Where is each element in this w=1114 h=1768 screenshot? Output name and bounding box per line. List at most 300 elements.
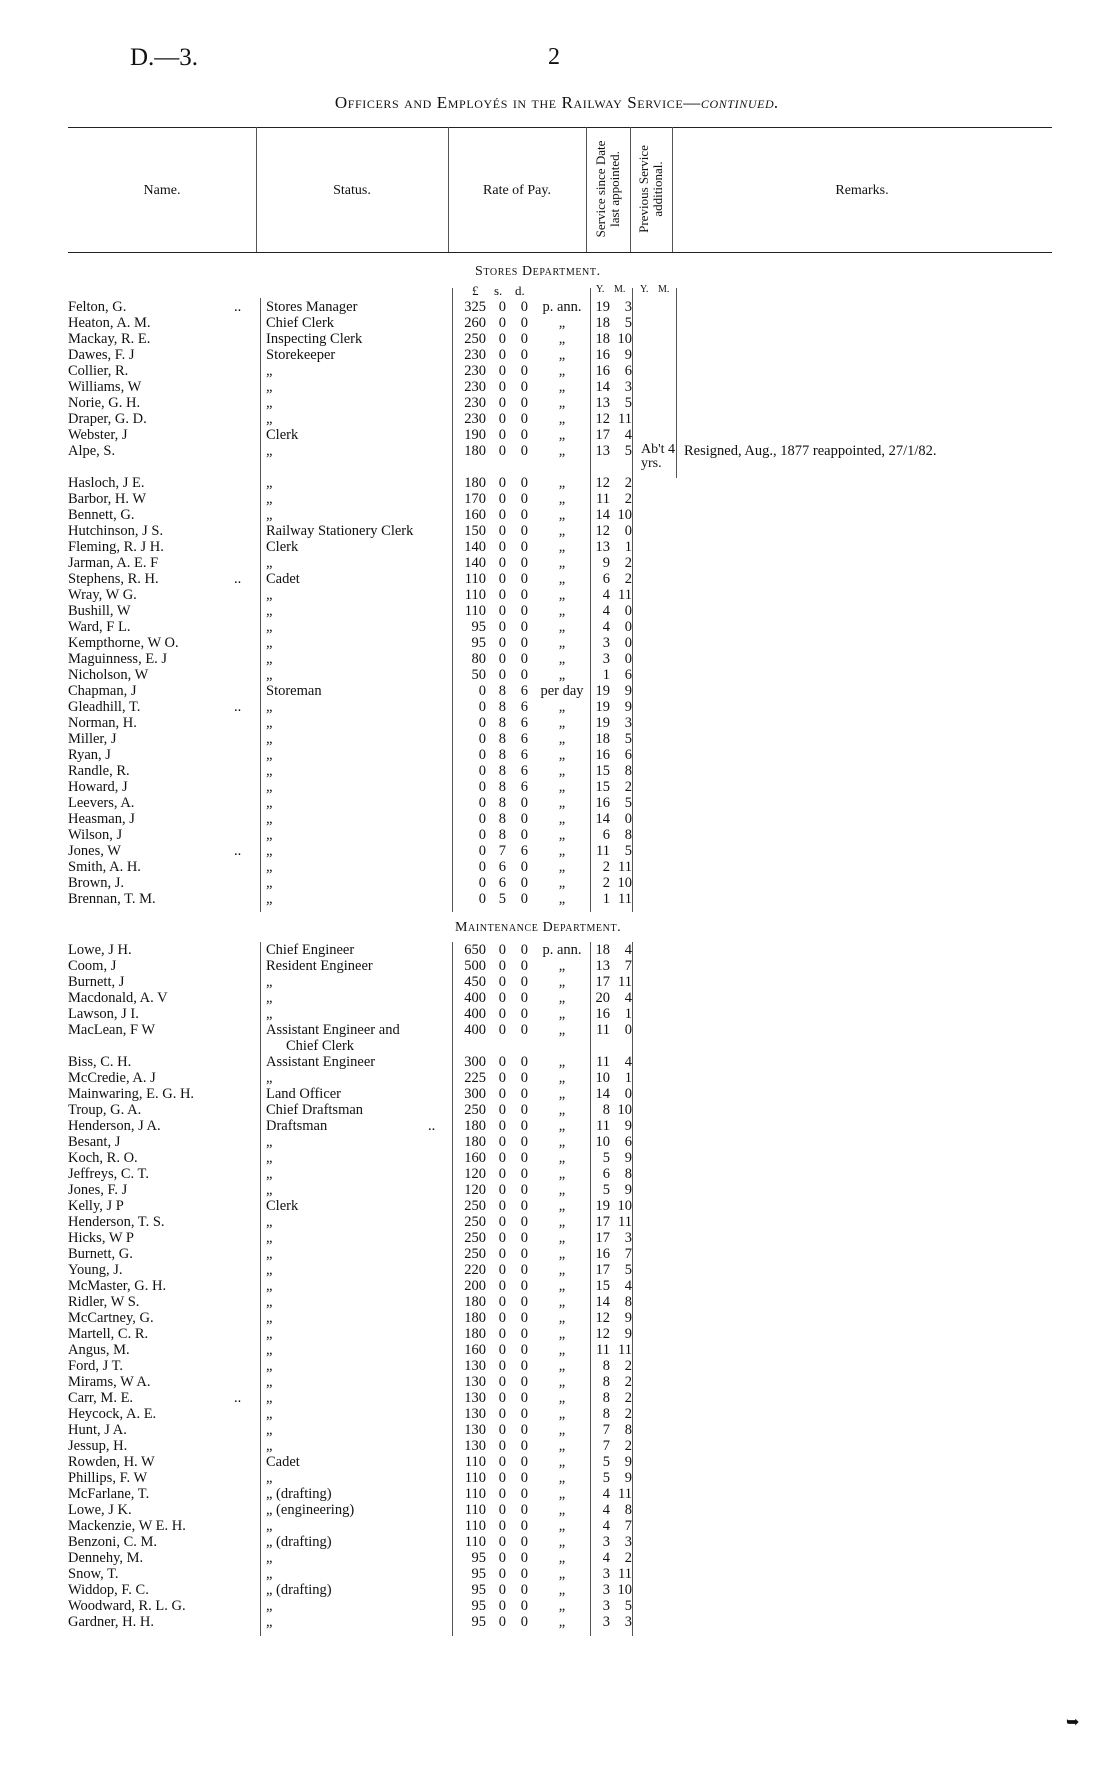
employee-name: Mirams, W A. <box>68 1374 151 1390</box>
employee-status: „ <box>266 619 273 635</box>
service-years: 11 <box>596 1342 610 1358</box>
pay-pence: 0 <box>520 299 528 315</box>
service-months: 1 <box>624 1070 632 1086</box>
pay-period: „ <box>558 347 566 363</box>
pay-pence: 0 <box>520 635 528 651</box>
service-years: 17 <box>595 1214 610 1230</box>
employee-name: Jessup, H. <box>68 1438 128 1454</box>
pay-shillings: 0 <box>498 315 506 331</box>
pay-pence: 0 <box>520 315 528 331</box>
employee-name: Benzoni, C. M. <box>68 1534 158 1550</box>
service-years: 1 <box>602 667 610 683</box>
pay-pounds: 300 <box>464 1054 486 1070</box>
employee-name: Lowe, J K. <box>68 1502 132 1518</box>
pay-pounds: 450 <box>464 974 486 990</box>
pay-pence: 0 <box>520 1486 528 1502</box>
pay-shillings: 0 <box>498 1390 506 1406</box>
employee-name: Rowden, H. W <box>68 1454 155 1470</box>
column-header-previous: Previous Service additional. <box>636 145 665 233</box>
employee-name: Henderson, J A. <box>68 1118 161 1134</box>
table-row <box>0 1470 1114 1486</box>
column-header-remarks: Remarks. <box>835 183 889 198</box>
employee-name: Snow, T. <box>68 1566 119 1582</box>
column-header-service: Service since Date last appointed. <box>593 140 622 238</box>
pay-period: „ <box>558 1614 566 1630</box>
pay-shillings: 8 <box>498 763 506 779</box>
table-row <box>0 1198 1114 1214</box>
pay-period: „ <box>558 491 566 507</box>
pay-shillings: 0 <box>498 1230 506 1246</box>
pay-pence: 0 <box>520 1422 528 1438</box>
employee-status: Storekeeper <box>266 347 336 363</box>
pay-period: „ <box>558 475 566 491</box>
service-years: 6 <box>602 1166 610 1182</box>
service-years: 8 <box>602 1374 610 1390</box>
service-years: 14 <box>595 1294 610 1310</box>
pay-pounds: 0 <box>478 827 486 843</box>
pay-pounds: 400 <box>464 1022 486 1038</box>
service-months: 1 <box>624 539 632 555</box>
pay-pence: 0 <box>520 795 528 811</box>
employee-name: Young, J. <box>68 1262 123 1278</box>
service-months: 11 <box>618 411 632 427</box>
table-row <box>0 1054 1114 1070</box>
service-months: 11 <box>618 1486 632 1502</box>
service-months: 0 <box>624 811 632 827</box>
pay-period: „ <box>558 1582 566 1598</box>
table-row <box>0 974 1114 990</box>
employee-name: Lowe, J H. <box>68 942 132 958</box>
service-months: 4 <box>624 1278 632 1294</box>
employee-name: Collier, R. <box>68 363 129 379</box>
employee-status: Chief Engineer <box>266 942 355 958</box>
pay-pounds: 0 <box>478 811 486 827</box>
pay-pence: 0 <box>520 1518 528 1534</box>
pay-period: „ <box>558 1102 566 1118</box>
employee-name: Gardner, H. H. <box>68 1614 154 1630</box>
employee-status: „ <box>266 990 273 1006</box>
table-row <box>0 1406 1114 1422</box>
employee-status: „ <box>266 1406 273 1422</box>
pay-pounds: 110 <box>464 587 486 603</box>
pay-period: „ <box>558 1566 566 1582</box>
pay-period: „ <box>558 427 566 443</box>
stores-department-heading: Stores Department. <box>475 264 601 279</box>
table-row <box>0 811 1114 827</box>
service-years: 17 <box>595 427 610 443</box>
service-years: 4 <box>602 1486 610 1502</box>
pay-pounds: 50 <box>471 667 486 683</box>
pay-period: „ <box>558 507 566 523</box>
pay-pence: 0 <box>520 1166 528 1182</box>
pay-pounds: 0 <box>478 699 486 715</box>
pay-period: „ <box>558 1150 566 1166</box>
pay-shillings: 0 <box>498 1566 506 1582</box>
pay-period: per day <box>540 683 584 699</box>
service-months: 10 <box>617 1582 632 1598</box>
pay-pence: 0 <box>520 1534 528 1550</box>
employee-status: „ <box>266 587 273 603</box>
pay-pounds: 0 <box>478 715 486 731</box>
pay-period: „ <box>558 974 566 990</box>
pay-shillings: 0 <box>498 1486 506 1502</box>
pay-period: „ <box>558 1502 566 1518</box>
service-months: 9 <box>624 683 632 699</box>
employee-status: „ <box>266 443 273 459</box>
maintenance-department-heading: Maintenance Department. <box>455 920 622 935</box>
employee-status: „ <box>266 1262 273 1278</box>
service-years: 7 <box>602 1422 610 1438</box>
pay-pounds: 140 <box>464 539 486 555</box>
pay-period: „ <box>558 379 566 395</box>
service-months: 2 <box>624 1374 632 1390</box>
pay-pence: 0 <box>520 507 528 523</box>
pay-period: „ <box>558 1486 566 1502</box>
pay-shillings: 0 <box>498 1150 506 1166</box>
pay-pounds: 0 <box>478 843 486 859</box>
service-months: 6 <box>624 667 632 683</box>
pay-period: „ <box>558 539 566 555</box>
pay-pence: 0 <box>520 395 528 411</box>
employee-name: Mackenzie, W E. H. <box>68 1518 186 1534</box>
pay-shillings: 0 <box>498 1198 506 1214</box>
pay-pounds: 260 <box>464 315 486 331</box>
pay-pence: 0 <box>520 491 528 507</box>
employee-name: Jones, W <box>68 843 121 859</box>
pay-shillings: 0 <box>498 363 506 379</box>
service-months: 2 <box>624 1438 632 1454</box>
pay-period: „ <box>558 795 566 811</box>
table-row <box>0 1070 1114 1086</box>
pay-shillings: 0 <box>498 1022 506 1038</box>
pay-pounds: 130 <box>464 1406 486 1422</box>
pay-pounds: 120 <box>464 1182 486 1198</box>
service-months: 0 <box>624 651 632 667</box>
service-months: 3 <box>624 1534 632 1550</box>
table-row <box>0 1022 1114 1038</box>
employee-status: „ <box>266 1182 273 1198</box>
pay-period: „ <box>558 1422 566 1438</box>
pay-pence: 0 <box>520 523 528 539</box>
pay-period: p. ann. <box>542 942 582 958</box>
pay-pounds: 250 <box>464 1198 486 1214</box>
pay-pence: 0 <box>520 1582 528 1598</box>
pay-period: „ <box>558 1390 566 1406</box>
service-months: 8 <box>624 827 632 843</box>
service-years: 10 <box>595 1070 610 1086</box>
service-years: 13 <box>595 539 610 555</box>
employee-name: Widdop, F. C. <box>68 1582 149 1598</box>
table-row <box>0 1278 1114 1294</box>
employee-name: Biss, C. H. <box>68 1054 132 1070</box>
service-months: 9 <box>624 1470 632 1486</box>
pay-shillings: 0 <box>498 942 506 958</box>
pay-pence: 0 <box>520 347 528 363</box>
table-row <box>0 1326 1114 1342</box>
table-row <box>0 1166 1114 1182</box>
pay-pence: 0 <box>520 1262 528 1278</box>
service-years: 17 <box>595 1230 610 1246</box>
service-months: 5 <box>624 443 632 459</box>
employee-status: „ <box>266 603 273 619</box>
pay-shillings: 0 <box>498 619 506 635</box>
pay-period: „ <box>558 555 566 571</box>
table-row <box>0 1534 1114 1550</box>
pay-pence: 0 <box>520 427 528 443</box>
employee-status: „ <box>266 1214 273 1230</box>
service-years: 18 <box>595 942 610 958</box>
employee-status: „ <box>266 763 273 779</box>
employee-name: Henderson, T. S. <box>68 1214 165 1230</box>
employee-status: Inspecting Clerk <box>266 331 363 347</box>
table-row <box>0 1438 1114 1454</box>
pay-shillings: 0 <box>498 587 506 603</box>
pay-pounds: 110 <box>464 1502 486 1518</box>
employee-status: „ <box>266 667 273 683</box>
unit-months: M. <box>614 284 626 295</box>
pay-period: „ <box>558 1182 566 1198</box>
pay-shillings: 0 <box>498 539 506 555</box>
employee-name: McCredie, A. J <box>68 1070 156 1086</box>
pay-pence: 0 <box>520 1502 528 1518</box>
table-row <box>0 990 1114 1006</box>
employee-name: Kempthorne, W O. <box>68 635 179 651</box>
service-months: 8 <box>624 1166 632 1182</box>
employee-status: Cadet <box>266 1454 300 1470</box>
service-years: 12 <box>595 523 610 539</box>
pay-pence: 0 <box>520 571 528 587</box>
service-months: 6 <box>624 363 632 379</box>
pay-period: „ <box>558 779 566 795</box>
leader-dots: .. <box>234 571 242 587</box>
employee-status: „ (drafting) <box>266 1486 332 1502</box>
employee-name: Hasloch, J E. <box>68 475 145 491</box>
employee-name: Maguinness, E. J <box>68 651 168 667</box>
pay-pounds: 160 <box>464 1342 486 1358</box>
table-row <box>0 1422 1114 1438</box>
pay-pence: 0 <box>520 1070 528 1086</box>
service-months: 9 <box>624 347 632 363</box>
pay-pence: 0 <box>520 1406 528 1422</box>
table-row <box>0 715 1114 731</box>
service-months: 9 <box>624 1454 632 1470</box>
service-years: 16 <box>595 1246 610 1262</box>
employee-status: „ <box>266 1326 273 1342</box>
service-years: 18 <box>595 731 610 747</box>
pay-pence: 0 <box>520 859 528 875</box>
table-row <box>0 1518 1114 1534</box>
leader-dots: .. <box>428 1118 436 1134</box>
pay-period: „ <box>558 315 566 331</box>
employee-name: Randle, R. <box>68 763 130 779</box>
pay-pounds: 180 <box>464 1118 486 1134</box>
pay-shillings: 0 <box>498 1598 506 1614</box>
pay-pence: 0 <box>520 363 528 379</box>
pay-pence: 0 <box>520 1278 528 1294</box>
pay-pence: 0 <box>520 1230 528 1246</box>
service-months: 8 <box>624 1422 632 1438</box>
employee-status: „ <box>266 651 273 667</box>
pay-pence: 6 <box>520 731 528 747</box>
pay-shillings: 0 <box>498 523 506 539</box>
pay-period: „ <box>558 1006 566 1022</box>
employee-status: „ <box>266 1422 273 1438</box>
employee-status: Assistant Engineer and <box>266 1022 400 1038</box>
employee-status: „ <box>266 1310 273 1326</box>
leader-dots: .. <box>234 299 242 315</box>
pay-pence: 0 <box>520 827 528 843</box>
pay-period: „ <box>558 603 566 619</box>
previous-service: Ab't 4 yrs. <box>641 442 676 471</box>
pay-pence: 0 <box>520 603 528 619</box>
employee-name: Jones, F. J <box>68 1182 128 1198</box>
table-row <box>0 1550 1114 1566</box>
pay-pence: 0 <box>520 1342 528 1358</box>
service-years: 4 <box>602 603 610 619</box>
table-row <box>0 1454 1114 1470</box>
pay-period: „ <box>558 1358 566 1374</box>
service-months: 0 <box>624 619 632 635</box>
employee-name: Gleadhill, T. <box>68 699 141 715</box>
pay-pounds: 250 <box>464 1230 486 1246</box>
service-months: 11 <box>618 974 632 990</box>
pay-pounds: 95 <box>471 619 486 635</box>
pay-pence: 6 <box>520 843 528 859</box>
pay-pounds: 0 <box>478 891 486 907</box>
pay-pounds: 400 <box>464 1006 486 1022</box>
pay-pounds: 180 <box>464 1294 486 1310</box>
employee-status: „ (engineering) <box>266 1502 355 1518</box>
pay-pounds: 160 <box>464 1150 486 1166</box>
pay-shillings: 8 <box>498 795 506 811</box>
pay-shillings: 0 <box>498 1454 506 1470</box>
service-months: 11 <box>618 891 632 907</box>
table-row <box>0 1262 1114 1278</box>
pay-pounds: 0 <box>478 747 486 763</box>
pay-period: „ <box>558 1166 566 1182</box>
pay-period: „ <box>558 1246 566 1262</box>
employee-status: „ <box>266 411 273 427</box>
service-months: 11 <box>618 587 632 603</box>
pay-pounds: 110 <box>464 1470 486 1486</box>
employee-name: McCartney, G. <box>68 1310 154 1326</box>
pay-pence: 0 <box>520 1118 528 1134</box>
pay-period: „ <box>558 1054 566 1070</box>
service-years: 4 <box>602 1550 610 1566</box>
service-years: 19 <box>595 1198 610 1214</box>
table-row <box>0 651 1114 667</box>
employee-status: „ <box>266 1614 273 1630</box>
pay-pounds: 110 <box>464 1454 486 1470</box>
pay-shillings: 0 <box>498 555 506 571</box>
pay-shillings: 0 <box>498 1294 506 1310</box>
pay-period: „ <box>558 891 566 907</box>
pay-pounds: 150 <box>464 523 486 539</box>
pay-pence: 0 <box>520 1390 528 1406</box>
employee-name: Chapman, J <box>68 683 137 699</box>
pay-pence: 0 <box>520 379 528 395</box>
pay-period: „ <box>558 443 566 459</box>
pay-pounds: 80 <box>471 651 486 667</box>
pay-period: „ <box>558 331 566 347</box>
pay-pounds: 250 <box>464 1246 486 1262</box>
pay-shillings: 0 <box>498 475 506 491</box>
pay-pence: 0 <box>520 331 528 347</box>
service-months: 7 <box>624 1518 632 1534</box>
pay-period: „ <box>558 363 566 379</box>
service-years: 17 <box>595 974 610 990</box>
employee-status: „ <box>266 1374 273 1390</box>
service-months: 3 <box>624 299 632 315</box>
pay-period: „ <box>558 1022 566 1038</box>
employee-status: Resident Engineer <box>266 958 373 974</box>
pay-pence: 0 <box>520 1246 528 1262</box>
service-months: 5 <box>624 1262 632 1278</box>
pay-pounds: 110 <box>464 571 486 587</box>
pay-shillings: 0 <box>498 1550 506 1566</box>
table-row <box>0 1566 1114 1582</box>
employee-name: Angus, M. <box>68 1342 130 1358</box>
table-row <box>0 347 1114 363</box>
service-years: 15 <box>595 763 610 779</box>
employee-name: MacLean, F W <box>68 1022 156 1038</box>
employee-status: „ <box>266 875 273 891</box>
employee-status: „ <box>266 859 273 875</box>
employee-name: Burnett, J <box>68 974 125 990</box>
employee-status: „ <box>266 475 273 491</box>
employee-status: „ <box>266 379 273 395</box>
service-months: 4 <box>624 1054 632 1070</box>
employee-name: McFarlane, T. <box>68 1486 150 1502</box>
service-months: 2 <box>624 779 632 795</box>
employee-status: Clerk <box>266 1198 299 1214</box>
table-row <box>0 1294 1114 1310</box>
pay-shillings: 0 <box>498 427 506 443</box>
pay-period: „ <box>558 1086 566 1102</box>
employee-name: Stephens, R. H. <box>68 571 159 587</box>
table-row <box>0 1614 1114 1630</box>
pay-shillings: 8 <box>498 715 506 731</box>
pay-period: „ <box>558 1294 566 1310</box>
service-years: 12 <box>595 1310 610 1326</box>
pay-shillings: 0 <box>498 1438 506 1454</box>
employee-name: Wilson, J <box>68 827 123 843</box>
service-years: 3 <box>602 1582 610 1598</box>
column-header-status: Status. <box>333 183 371 198</box>
column-divider-rate <box>586 127 587 252</box>
employee-name: Ridler, W S. <box>68 1294 140 1310</box>
service-months: 0 <box>624 635 632 651</box>
pay-pence: 0 <box>520 1022 528 1038</box>
employee-status: „ <box>266 811 273 827</box>
service-years: 5 <box>602 1454 610 1470</box>
service-years: 2 <box>602 859 610 875</box>
employee-status: Clerk <box>266 539 299 555</box>
pay-pounds: 0 <box>478 859 486 875</box>
service-years: 9 <box>602 555 610 571</box>
pay-shillings: 0 <box>498 1374 506 1390</box>
pay-pence: 0 <box>520 555 528 571</box>
pay-period: „ <box>558 523 566 539</box>
pay-period: „ <box>558 1374 566 1390</box>
page-number: 2 <box>548 44 560 70</box>
service-months: 4 <box>624 942 632 958</box>
pay-pounds: 130 <box>464 1374 486 1390</box>
pay-period: „ <box>558 715 566 731</box>
pay-pounds: 0 <box>478 875 486 891</box>
pay-pounds: 120 <box>464 1166 486 1182</box>
service-months: 6 <box>624 1134 632 1150</box>
